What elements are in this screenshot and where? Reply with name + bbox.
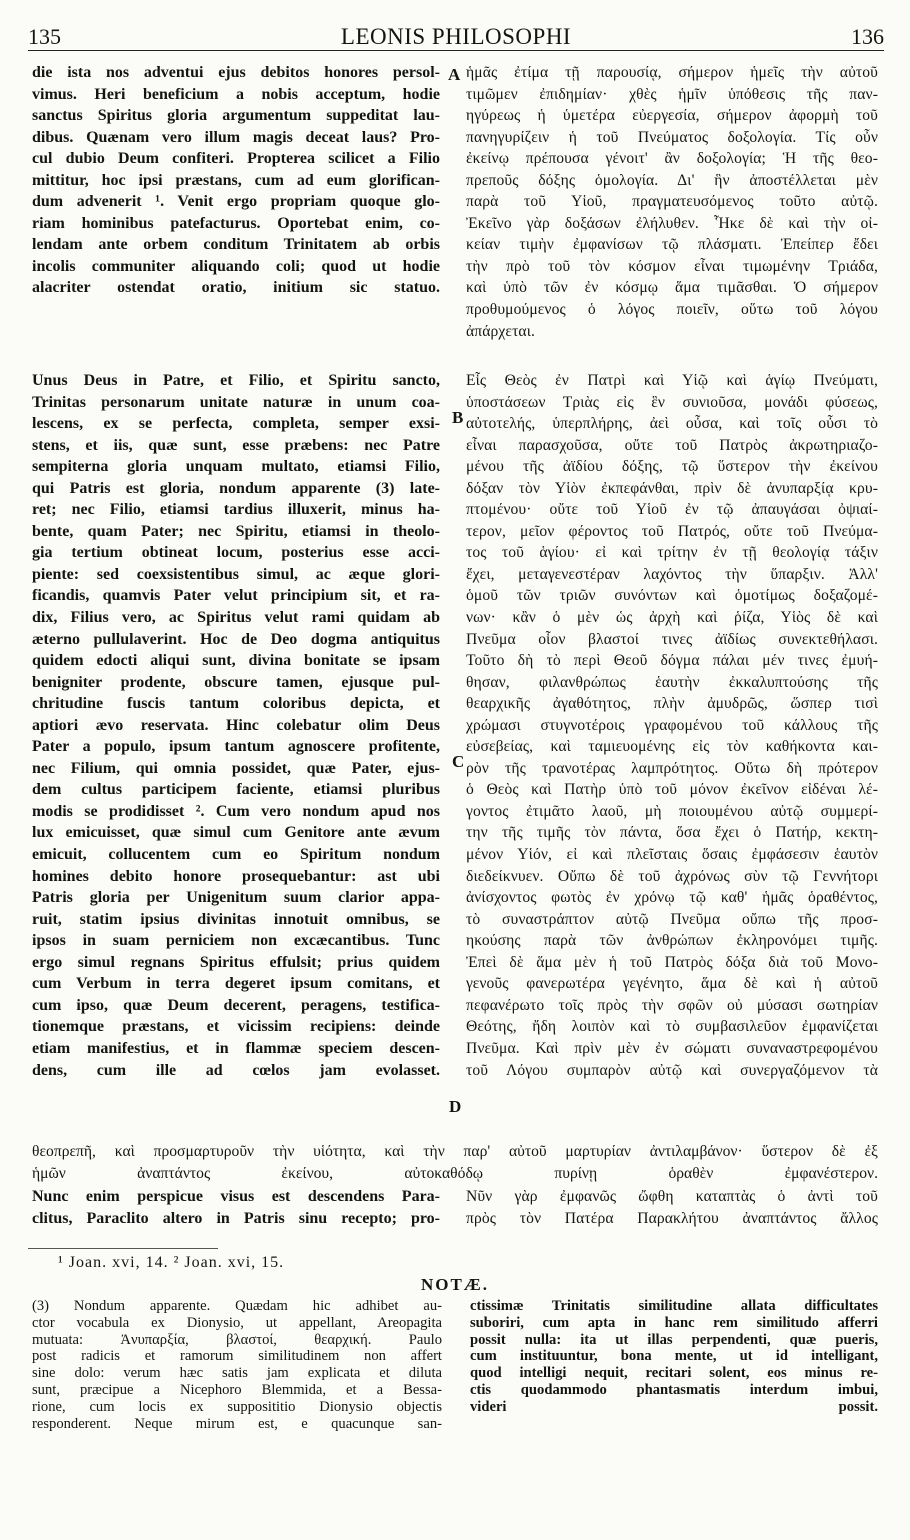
text-line: ἡμᾶς ἐτίμα τῇ παρουσίᾳ, σήμερον ἡμεῖς τὴν αὐτοῦ <box>466 64 878 81</box>
text-line: cul dubio Deum confiteri. Propterea scilicet a Filio <box>32 150 440 168</box>
text-line: cum ipso, quæ Deum decerent, peragens, testifica- <box>32 996 440 1014</box>
notes-left-column <box>32 1298 442 1432</box>
margin-marker-c: C <box>452 752 465 771</box>
text-line: nec Filium, qui omnia possidet, quæ Pater, ejus- <box>32 759 440 777</box>
text-line: benigniter prodente, obscure tamen, ejusque pul- <box>32 673 440 691</box>
text-line: τὴν πρὸ τοῦ τὸν κόσμον εἶναι τιμωμένην Τριάδα, <box>466 257 878 275</box>
text-line: Νῦν γὰρ ἐμφανῶς ὤφθη καταπτὰς ὁ ἀντὶ τοῦ <box>466 1188 878 1205</box>
text-line: καὶ ὑπὸ τῶν ἐν κόσμῳ ἅμα τιμᾶσθαι. Ὁ σήμερον <box>466 279 878 297</box>
latin-column-2 <box>32 370 440 1081</box>
text-line: dens, cum ille ad cœlos jam evolasset. <box>32 1061 440 1079</box>
text-line: γοντος ἐτιμᾶτο λαοῦ, μὴ ποιουμένου αὐτῷ συμμερί- <box>466 802 878 820</box>
margin-marker-d: D <box>449 1097 462 1116</box>
text-line: ctissimæ Trinitatis similitudine allata difficultates <box>470 1298 878 1314</box>
text-line: cum instituuntur, bona mente, ut id intelligant, <box>470 1348 878 1365</box>
text-line: γενοῦς φανερωτέρα γεγένητο, ἅμα δὲ καὶ ἡ αὐτοῦ <box>466 975 878 993</box>
text-line: quod intelligi nequit, recitari solent, eos minus re- <box>470 1365 878 1382</box>
text-line: μένον Υἱόν, εἰ καὶ πλεῖσταις ὅσαις ἐμφάσεσιν ἑαυτὸν <box>466 846 878 864</box>
text-line: ipsos in suam perniciem non excæcantibus. Tunc <box>32 932 440 950</box>
text-line: modis se prodidisset ². Cum vero nondum apud nos <box>32 802 440 820</box>
text-line: τοῦ Λόγου συμπαρὸν αὐτῷ καὶ συνεργαζόμενον τὰ <box>466 1061 878 1079</box>
text-line: sanctus Spiritus gloria argumentum suppeditat lau- <box>32 107 440 125</box>
text-line: riam hominibus patefacturus. Oportebat enim, co- <box>32 214 440 232</box>
text-line: emicuit, collucentem cum eo Spiritum nondum <box>32 846 440 864</box>
text-line: την τῆς τιμῆς τὸν πάντα, ὅσα ἔχει ὁ Πατήρ, κεκτη- <box>466 824 878 842</box>
text-line: πεφανέρωτο τοῖς πρὸς τὴν σφῶν οὐ μύσασι σωτηρίαν <box>466 996 878 1014</box>
page-header <box>28 10 884 51</box>
text-line: τερον, μεῖον φέροντος τοῦ Πατρός, οὔτε τοῦ Πνεύμα- <box>466 522 878 540</box>
text-line: χρώμασι στυγνοτέροις γραφομένου τοῦ κάλλους τῆς <box>466 716 878 734</box>
text-line: ἡμῶν ἀναπτάντος ἐκείνου, αὐτοκαθόδῳ πυρίνῃ ὁραθὲν ἐμφανέστερον. <box>32 1164 878 1182</box>
text-line: παρὰ τοῦ Υἱοῦ, πραγματευσόμενος τοῦτο αὐτῷ. <box>466 193 878 211</box>
text-line: tionemque præstans, et vicissim recipiens: deinde <box>32 1018 440 1036</box>
text-line: quidem edocti aliqui sunt, divina bonitate se ipsam <box>32 652 440 670</box>
text-line: πρὸς τὸν Πατέρα Παρακλήτου ἀναπτάντος ἄλλος <box>466 1209 878 1227</box>
text-line: ἀνίσχοντος φωτὸς ἐν χρόνῳ τῷ καθ' ἡμᾶς ὁραθέντος, <box>466 889 878 907</box>
margin-marker-b: B <box>452 408 464 427</box>
text-line: ηκούσης παρὰ τῶν ἀνθρώπων ἐκληρονόμει τιμῆς. <box>466 932 878 950</box>
text-line: mutuata: Ἀνυπαρξία, βλαστοί, θεαρχική. Paulo <box>32 1331 442 1348</box>
text-line: ficandis, quamvis Pater velut principium sit, et ra- <box>32 587 440 605</box>
text-line: aptiori ævo reservata. Hinc colebatur olim Deus <box>32 716 440 734</box>
text-line: τιμῶμεν ἐπιδημίαν· χθὲς ἡμῖν ὑπόθεσις τῆς παν- <box>466 85 878 103</box>
text-line: die ista nos adventui ejus debitos honores persol- <box>32 64 440 81</box>
text-line: δόξαν τὸν Υἱὸν ἐκπεφάνθαι, πρὶν δὲ ἀνυπαρξίᾳ κρυ- <box>466 479 878 497</box>
text-line: θησαν, φιλανθρώπως ἑαυτὴν ἐκκαλυπτούσης τῆς <box>466 673 878 691</box>
text-line: dibus. Quænam vero illum magis deceat laus? Pro- <box>32 128 440 146</box>
text-line: sine dolo: verum hæc satis jam explicata et diluta <box>32 1365 442 1382</box>
margin-marker-a: A <box>448 65 461 84</box>
text-line: cum Verbum in terra degeret ipsum comitans, et <box>32 975 440 993</box>
text-line: τὸ συναστράπτον αὐτῷ Πνεῦμα οὔπω τῆς προσ- <box>466 910 878 928</box>
greek-column-3 <box>466 1186 878 1229</box>
text-line: ctor vocabula ex Dionysio, ut appellant, Areopagita <box>32 1314 442 1331</box>
text-line: ret; nec Filio, etiamsi tardius illuxerit, minus ha- <box>32 501 440 519</box>
notes-title: NOTÆ. <box>420 1275 490 1294</box>
text-line: προθυμούμενος ὁ λόγος ποιεῖν, οὕτω τοῦ λόγου <box>466 301 878 319</box>
text-line: εἶναι παρασχοῦσα, οὔτε τοῦ Πατρὸς ἀκρωτηριαζο- <box>466 436 878 454</box>
full-width-greek <box>32 1141 878 1184</box>
text-line: διεδείκνυεν. Οὔπω δὲ τοῦ ἀχρόνως σὺν τῷ Γεννήτορι <box>466 867 878 885</box>
text-line: gia tertium obtineat locum, posterius esse acci- <box>32 544 440 562</box>
text-line: ctis quodammodo phantasmatis interdum imbui, <box>470 1381 878 1398</box>
text-line: Unus Deus in Patre, et Filio, et Spiritu sancto, <box>32 372 440 389</box>
text-line: θεοπρεπῆ, καὶ προσμαρτυροῦν τὴν υἱότητα, καὶ τὴν παρ' αὐτοῦ μαρτυρίαν ἀντιλαμβάνον· ὕστερον δὲ ἐξ <box>32 1143 878 1160</box>
text-line: Πνεῦμα. Καὶ πρὶν μὲν ἐν σώματι συναναστρεφομένου <box>466 1039 878 1057</box>
text-line: homines debito honore prosequebantur: ast ubi <box>32 867 440 885</box>
text-line: bente, quam Pater; nec Spiritu, etiamsi in theolo- <box>32 522 440 540</box>
text-line: sunt, præcipue a Nicephoro Blemmida, et a Bessa- <box>32 1381 442 1398</box>
text-line: piente: sed coexsistentibus simul, ac æque glori- <box>32 565 440 583</box>
text-line: ὁ Θεὸς καὶ Πατὴρ ὑπὸ τοῦ μόνον ἐκεῖνον εἰδέναι λέ- <box>466 781 878 799</box>
notes-right-column <box>470 1298 878 1416</box>
text-line: Trinitas personarum unitate naturæ in unum coa- <box>32 393 440 411</box>
text-line: Pater a populo, ipsum tantum agnoscere profitente, <box>32 738 440 756</box>
text-line: lux emicuisset, quæ simul cum Genitore ante ævum <box>32 824 440 842</box>
text-line: incolis communiter aliquando coli; quod ut hodie <box>32 257 440 275</box>
page-number-right: 136 <box>851 24 884 49</box>
text-line: ηγύρεως ἡ ὑμετέρα εὐεργεσία, σήμερον ἀφορμὴ τοῦ <box>466 107 878 125</box>
text-line: qui Patris est gloria, nondum apparente (3) late- <box>32 479 440 497</box>
text-line: ἀπάρχεται. <box>466 322 535 340</box>
text-line: mittitur, hoc ipsi præstans, cum ad eum glorifican- <box>32 171 440 189</box>
text-line: videri possit. <box>470 1398 878 1415</box>
text-line: ἔχει, μεταγενεστέραν λαχόντος τὴν ὕπαρξιν. Ἀλλ' <box>466 565 878 583</box>
text-line: ruit, statim ipsius divinitas innotuit omnibus, se <box>32 910 440 928</box>
text-line: ρὸν τῆς τρανοτέρας λαμπρότητος. Οὕτω δὴ πρότερον <box>466 759 878 777</box>
greek-column-2 <box>466 370 878 1081</box>
text-line: alacriter ostendat oratio, initium sic statuo. <box>32 279 440 297</box>
footnote-rule <box>28 1248 218 1249</box>
text-line: Πνεῦμα οἷον βλαστοί τινες ἀϊδίως συνεκτεθήλασι. <box>466 630 878 648</box>
text-line: πτομένου· οὔτε τοῦ Υἱοῦ ἐν τῷ ἀπαυγάσαι ὀψιαί- <box>466 501 878 519</box>
text-line: κείαν τιμὴν ἐμφανίσων τῷ πλάσματι. Ἐπείπερ ἔδει <box>466 236 878 254</box>
text-line: αὐτοτελής, ὑπερπλήρης, ἀεὶ οὖσα, καὶ τοῖς οὖσι τὸ <box>466 415 878 433</box>
text-line: dix, Filius vero, ac Spiritus velut rami quidam ab <box>32 609 440 627</box>
text-line: Εἷς Θεὸς ἐν Πατρὶ καὶ Υἱῷ καὶ ἁγίῳ Πνεύματι, <box>466 372 878 389</box>
text-line: sempiterna gloria unquam multato, etiamsi Filio, <box>32 458 440 476</box>
footnotes: ¹ Joan. xvi, 14. ² Joan. xvi, 15. <box>58 1254 285 1271</box>
page-number-left: 135 <box>28 24 61 49</box>
text-line: πρεποῦς δόξης ὁμολογία. Δι' ἣν ἀποστέλλεται μὲν <box>466 171 878 189</box>
text-line: Τοῦτο δὴ τὸ περὶ Θεοῦ δόγμα πάλαι μέν τινες ἐμυή- <box>466 652 878 670</box>
text-line: ἐκείνῳ πρέπουσα γένοιτ' ἂν δοξολογία; Ἡ τῆς θεο- <box>466 150 878 168</box>
text-line: clitus, Paraclito altero in Patris sinu recepto; pro- <box>32 1209 440 1227</box>
text-line: Nunc enim perspicue visus est descendens Para- <box>32 1188 440 1205</box>
text-line: suboriri, cum apta in hanc rem similitudo afferri <box>470 1314 878 1331</box>
greek-column-1 <box>466 62 878 342</box>
text-line: ergo simul regnans Spiritus effulsit; prius quidem <box>32 953 440 971</box>
text-line: vimus. Heri beneficium a nobis acceptum, hodie <box>32 85 440 103</box>
text-line: possit nulla: ita ut illas perpendenti, quæ pueris, <box>470 1331 878 1348</box>
text-line: εὐσεβείας, καὶ ταμιευομένης εἰς τὸν καθήκοντα και- <box>466 738 878 756</box>
text-line: stens, et iis, quæ sunt, esse præbens: nec Patre <box>32 436 440 454</box>
text-line: Ἐπεὶ δὲ ἅμα μὲν ἡ τοῦ Πατρὸς δόξα διὰ τοῦ Μονο- <box>466 953 878 971</box>
latin-column-3 <box>32 1186 440 1229</box>
text-line: chritudine fuscis tantum coloribus depicta, et <box>32 695 440 713</box>
text-line: post radicis et ramorum similitudinem non affert <box>32 1348 442 1365</box>
text-line: etiam manifestius, et in flammæ speciem descen- <box>32 1039 440 1057</box>
text-line: responderent. Neque mirum est, e quacunque san- <box>32 1415 442 1432</box>
text-line: Ἐκεῖνο γὰρ δοξάσων ἐλήλυθεν. Ἧκε δὲ καὶ τὴν οἰ- <box>466 214 878 232</box>
text-line: ὁμοῦ τῶν τριῶν συνόντων καὶ ὁμοτίμως δοξαζομέ- <box>466 587 878 605</box>
text-line: Θεότης, ἤδη λοιπὸν καὶ τὸ συμβασιλεῦον ἐμφανίζεται <box>466 1018 878 1036</box>
latin-column-1 <box>32 62 440 299</box>
text-line: θεαρχικῆς ἀγαθότητος, πλὴν ἀμυδρῶς, ὥσπερ τισὶ <box>466 695 878 713</box>
text-line: dum advenerit ¹. Venit ergo propriam quoque glo- <box>32 193 440 211</box>
text-line: lendam ante orbem conditum Trinitatem ab orbis <box>32 236 440 254</box>
text-line: νων· κἂν ὁ μὲν ὡς ἀρχὴ καὶ ῥίζα, Υἱὸς δὲ καὶ <box>466 609 878 627</box>
text-line: πανηγυρίζειν ἡ τοῦ Πνεύματος δοξολογία. Τίς οὖν <box>466 128 878 146</box>
text-line: rione, cum locis ex supposititio Dionysio objectis <box>32 1398 442 1415</box>
text-line: ὑποστάσεων Τριὰς εἰς ἓν συνιοῦσα, μονάδι φύσεως, <box>466 393 878 411</box>
text-line: dem cultus participem faciente, etiamsi pluribus <box>32 781 440 799</box>
text-line: τος τοῦ ἁγίου· εἰ καὶ τρίτην ἐν τῇ θεολογίᾳ τάξιν <box>466 544 878 562</box>
text-line: Patris gloria per Unigenitum suum clarior appa- <box>32 889 440 907</box>
text-line: æterno pullulaverint. Hoc de Deo dogma antiquitus <box>32 630 440 648</box>
running-title: LEONIS PHILOSOPHI <box>340 24 572 49</box>
text-line: (3) Nondum apparente. Quædam hic adhibet au- <box>32 1298 442 1314</box>
text-line: μένου τῆς ἀϊδίου δόξης, τῷ ὕστερον τὴν ἐκείνου <box>466 458 878 476</box>
text-line: lescens, ex se perfecta, completa, semper exsi- <box>32 415 440 433</box>
